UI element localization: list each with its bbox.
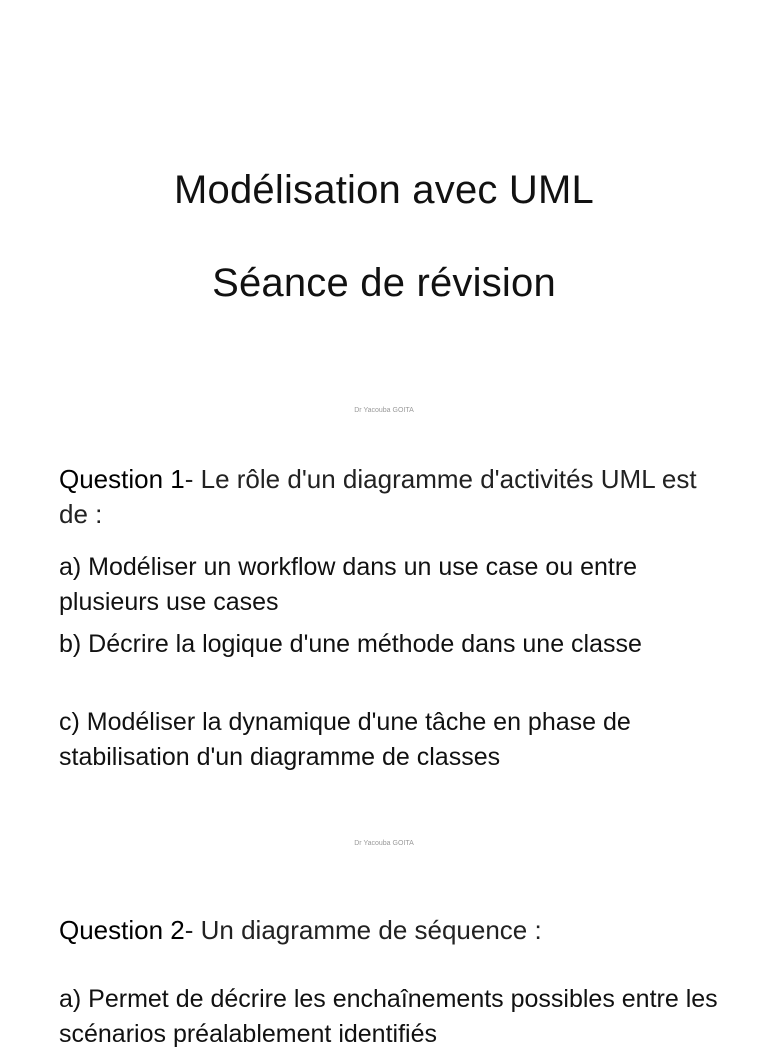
slide-footer-author: Dr Yacouba GOITA	[354, 840, 414, 847]
slide-title-line-1: Modélisation avec UML	[174, 168, 594, 212]
slide-footer-author: Dr Yacouba GOITA	[354, 407, 414, 414]
question-2-text: - Un diagramme de séquence :	[184, 915, 542, 945]
answer-option-b: b) Décrire la logique d'une méthode dans une classe	[59, 630, 642, 658]
question-2-label: Question 2	[59, 915, 185, 945]
question-1	[59, 462, 719, 532]
question-2	[59, 913, 719, 948]
answer-option-a: a) Modéliser un workflow dans un use case ou entre plusieurs use cases	[59, 553, 638, 616]
answer-option-a: a) Permet de décrire les enchaînements possibles entre les scénarios préalablement identifiés	[59, 985, 718, 1048]
answer-option-c: c) Modéliser la dynamique d'une tâche en phase de stabilisation d'un diagramme de classes	[59, 708, 631, 771]
slide-subtitle: Séance de révision	[212, 261, 556, 305]
question-1-label: Question 1	[59, 464, 185, 494]
question-1-text: - Le rôle d'un diagramme d'activités UML est de :	[59, 464, 697, 529]
